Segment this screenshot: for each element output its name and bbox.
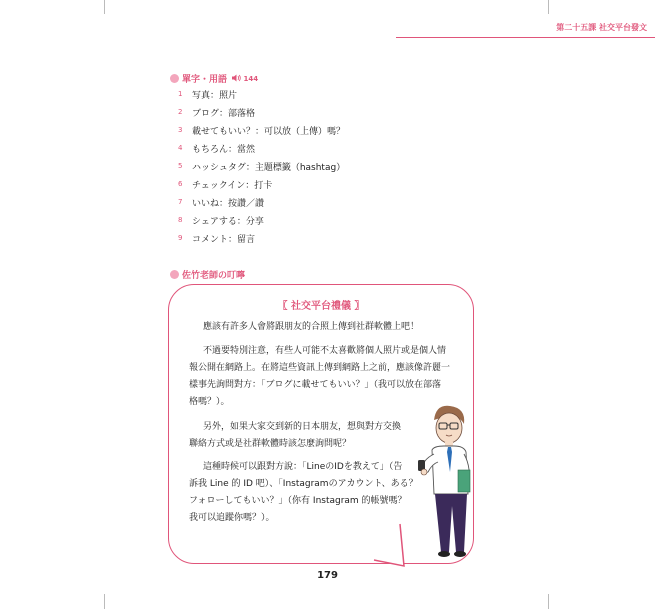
text-line: 這種時候可以跟對方說：「LineのIDを教えて」（告 — [203, 462, 403, 472]
teacher-illustration — [412, 402, 482, 562]
crop-mark — [104, 0, 105, 14]
list-item — [178, 157, 418, 175]
bubble-tail — [370, 520, 410, 570]
paragraph — [203, 319, 419, 336]
text-line: 聯絡方式或是社群軟體時該怎麼詢問呢？ — [189, 439, 352, 449]
item-text: コメント：留言 — [192, 234, 256, 245]
text-line: 樣事先詢問對方：「ブログに載せてもいい？」（我可以放在部落 — [189, 380, 442, 390]
crop-mark — [104, 594, 105, 609]
tips-title: 佐竹老師の叮嚀 — [182, 271, 246, 281]
list-item — [178, 211, 418, 229]
text-line: 不過要特別注意，有些人可能不太喜歡將個人照片或是個人情 — [203, 346, 447, 356]
item-text: 写真：照片 — [192, 90, 238, 101]
list-item — [178, 103, 418, 121]
text-line: フォローしてもいい？」（你有 Instagram 的帳號嗎？ — [189, 496, 407, 506]
text-line: 應該有許多人會將跟朋友的合照上傳到社群軟體上吧！ — [203, 322, 420, 332]
item-number: 3 — [178, 126, 183, 134]
crop-mark — [548, 594, 549, 609]
vocab-list — [178, 85, 418, 247]
tips-heading — [170, 268, 245, 281]
heading-dot-icon — [170, 270, 179, 279]
list-item — [178, 121, 418, 139]
item-text: 載せてもいい？：可以放（上傳）嗎？ — [192, 126, 346, 137]
bubble-title: 〖 社交平台禮儀 〗 — [277, 301, 365, 312]
item-text: もちろん：當然 — [192, 144, 256, 155]
crop-mark — [548, 0, 549, 14]
item-number: 2 — [178, 108, 183, 116]
paragraph — [189, 343, 450, 411]
list-item — [178, 175, 418, 193]
item-text: ハッシュタグ：主題標籤（hashtag） — [192, 162, 346, 173]
paragraph — [189, 459, 418, 527]
item-text: チェックイン：打卡 — [192, 180, 273, 191]
text-line: 格嗎？）。 — [189, 397, 230, 407]
speaker-icon[interactable] — [232, 74, 258, 83]
item-text: シェアする：分享 — [192, 216, 264, 227]
chapter-title: 第二十五課 社交平台發文 — [556, 23, 647, 32]
item-number: 1 — [178, 90, 183, 98]
header-rule — [396, 37, 655, 38]
item-number: 8 — [178, 216, 183, 224]
list-item — [178, 139, 418, 157]
list-item — [178, 193, 418, 211]
text-line: 另外，如果大家交到新的日本朋友，想與對方交換 — [203, 422, 402, 432]
heading-dot-icon — [170, 74, 179, 83]
audio-track: 144 — [243, 75, 259, 83]
item-number: 6 — [178, 180, 183, 188]
chapter-header — [382, 18, 655, 48]
item-text: いいね：按讚／讚 — [192, 198, 265, 209]
text-line: 訴我 Line 的 ID 吧）、「Instagramのアカウント、ある？ — [189, 479, 418, 489]
text-line: 報公開在網路上。在將這些資訊上傳到網路上之前，應該像許麗一 — [189, 363, 451, 373]
vocab-title: 單字・用語 — [182, 75, 228, 85]
page-number: 179 — [317, 570, 338, 581]
list-item — [178, 85, 418, 103]
item-number: 9 — [178, 234, 183, 242]
paragraph — [189, 419, 401, 453]
text-line: 我可以追蹤你嗎？）。 — [189, 513, 275, 523]
item-number: 5 — [178, 162, 183, 170]
item-number: 4 — [178, 144, 183, 152]
item-text: ブログ：部落格 — [192, 108, 256, 119]
vocab-heading — [170, 72, 258, 85]
item-number: 7 — [178, 198, 183, 206]
list-item — [178, 229, 418, 247]
